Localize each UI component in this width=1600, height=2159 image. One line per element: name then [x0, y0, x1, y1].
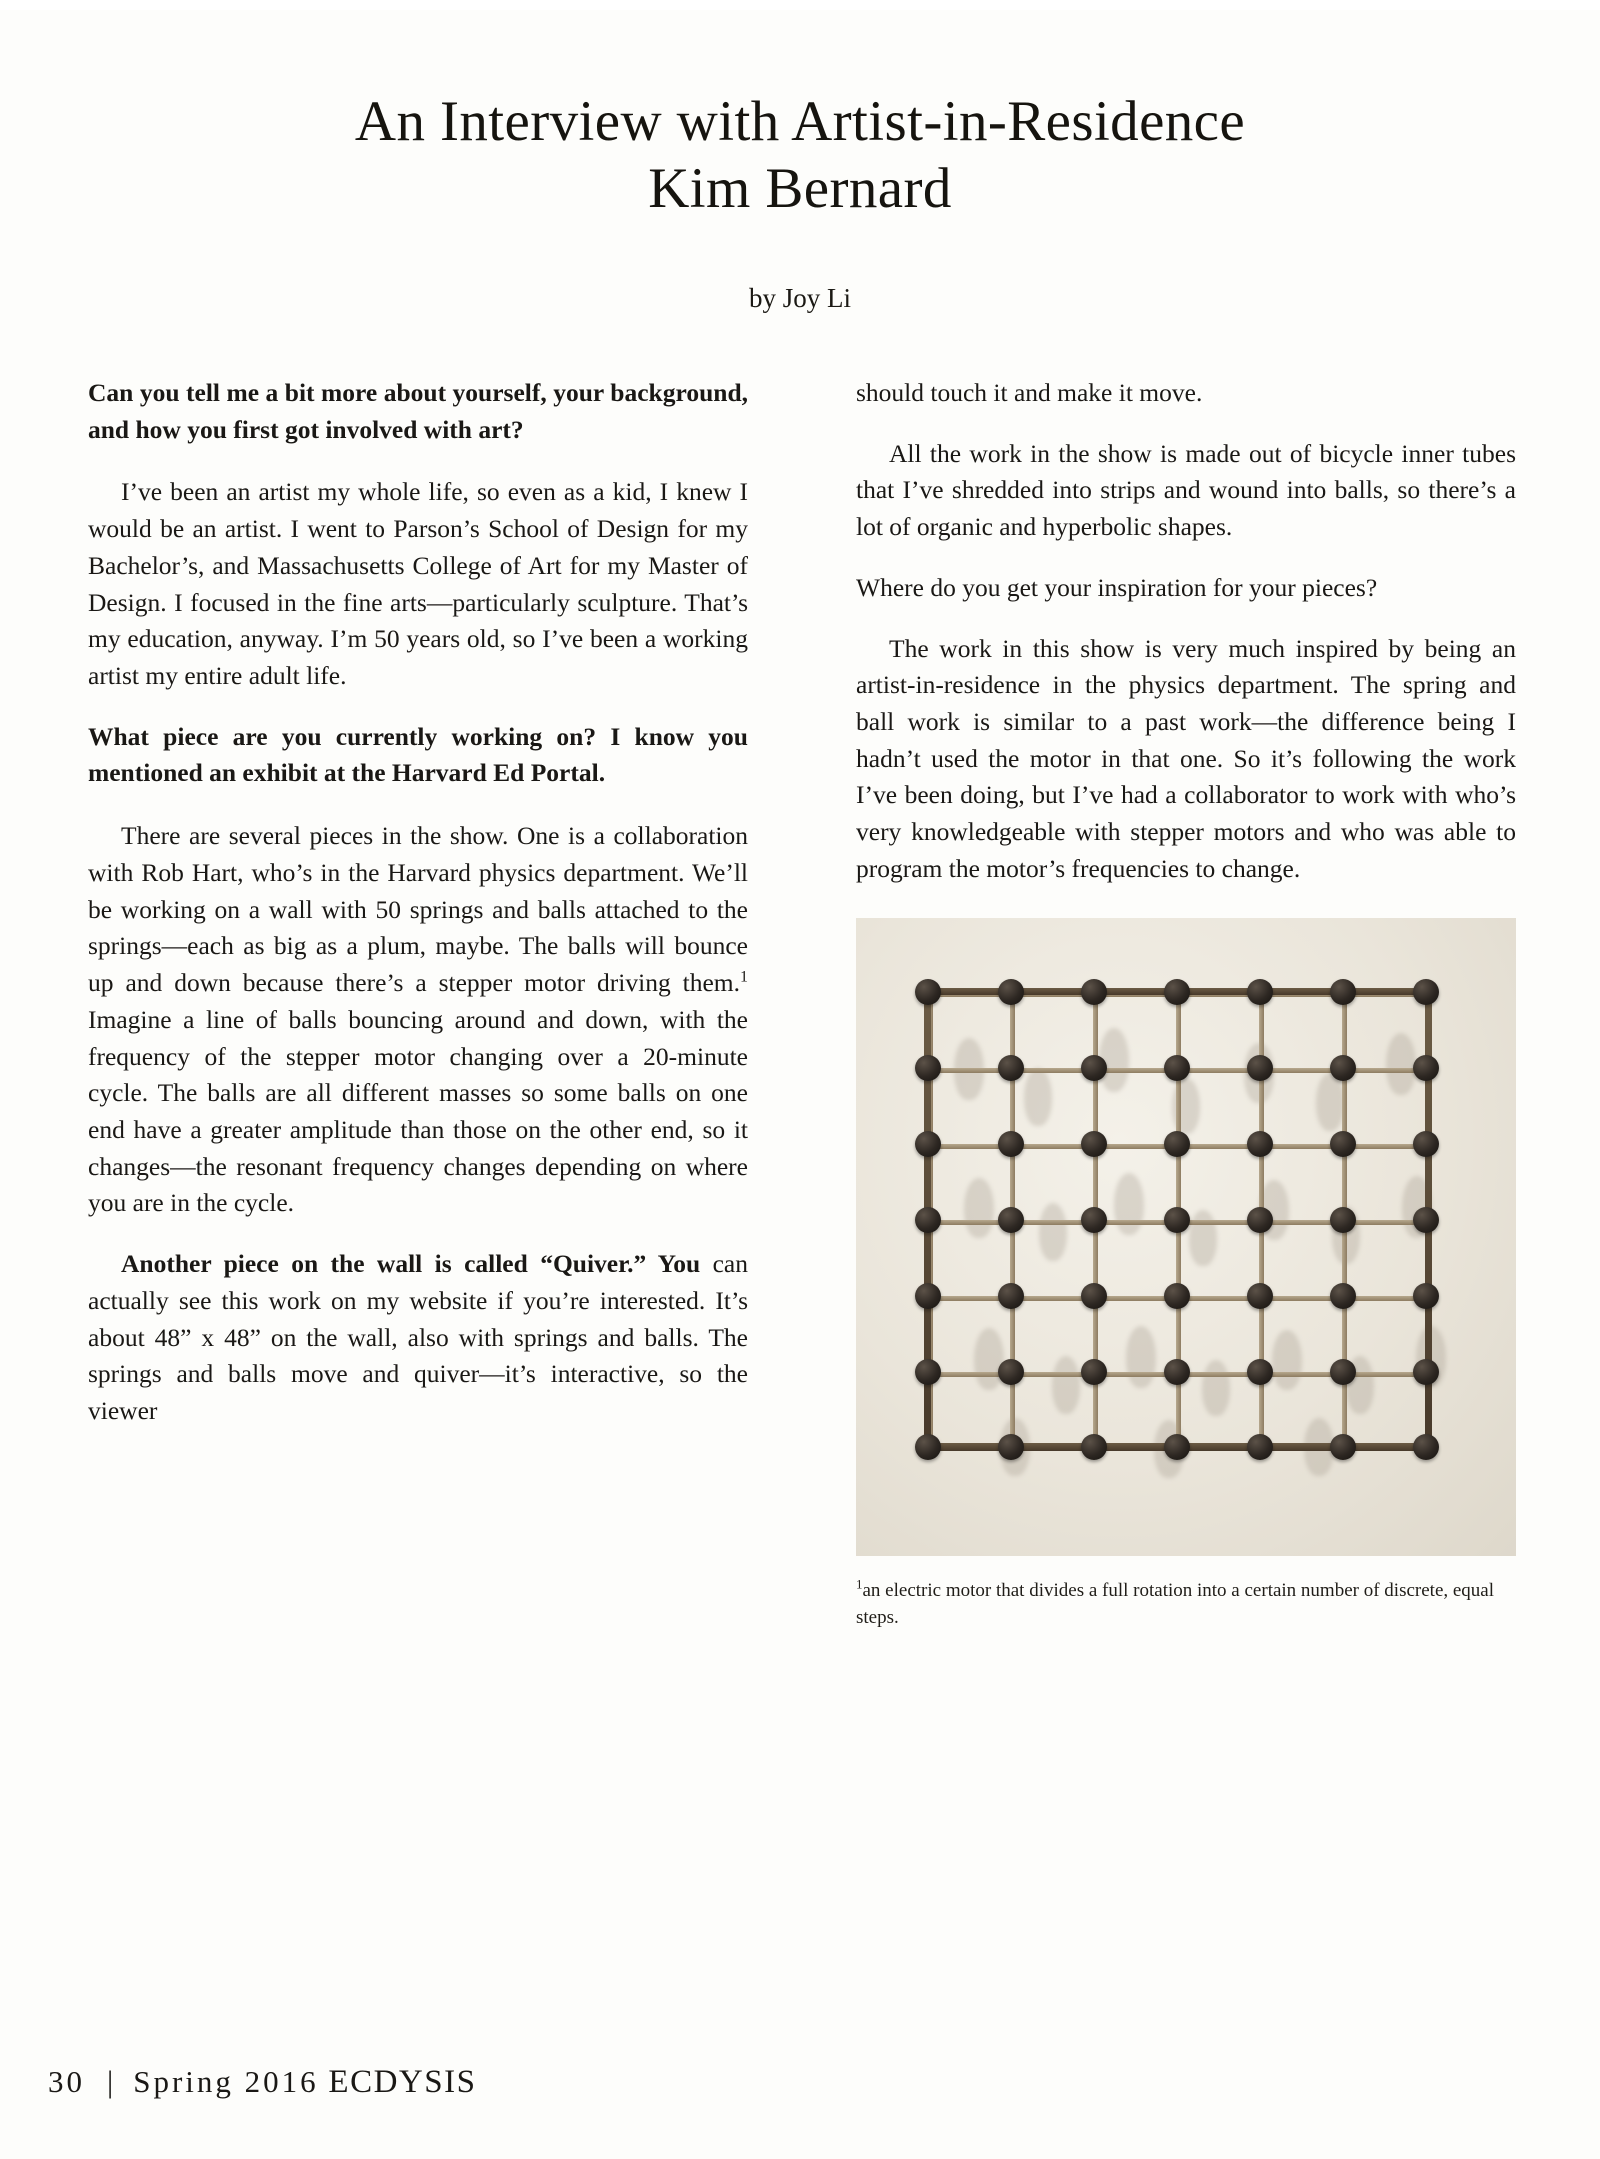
footnote-reference: 1 [740, 968, 748, 986]
answer-2-part-1: There are several pieces in the show. One is a collaboration with Rob Hart, who’s in the Harvard physics department. We’ll be working on a wall with 50 springs and balls attached to the springs—each as big as a plum, maybe. The balls will bounce up and down because there’s a stepper motor driving them. [88, 821, 748, 998]
answer-4: All the work in the show is made out of bicycle inner tubes that I’ve shredded into strips and wound into balls, so there’s a lot of organic and hyperbolic shapes. [856, 438, 1516, 542]
question-1: Can you tell me a bit more about yourself, your background, and how you first got involved with art? [88, 378, 748, 444]
issue-label: Spring 2016 [133, 2064, 319, 2099]
question-2: What piece are you currently working on? I know you mentioned an exhibit at the Harvard Ed Portal. [88, 721, 748, 788]
answer-2-part-2: Imagine a line of balls bouncing around and down, with the frequency of the stepper motor changing over a 20-minute cycle. The balls are all different masses so some balls on one end have a greater amplitude than those on the other end, so it changes—the resonant frequency changes depending on where you are in the cycle. [88, 1004, 748, 1218]
byline: by Joy Li [748, 283, 851, 313]
sculpture-grid [904, 948, 1469, 1508]
title-line-1: An Interview with Artist-in-Residence [354, 90, 1246, 153]
answer-3-rest: can actually see this work on my website if you’re interested. It’s about 48” x 48” on the wall, also with springs and balls. The springs and balls move and quiver—it’s interactive, so the viewer [88, 1249, 748, 1425]
footer-separator: | [107, 2064, 116, 2099]
artwork-photo [856, 918, 1516, 1556]
title-line-2: Kim Bernard [648, 157, 952, 221]
footnote-text: an electric motor that divides a full rotation into a certain number of discrete, equal steps. [856, 1579, 1495, 1628]
answer-3-continued: should touch it and make it move. [856, 378, 1203, 407]
magazine-name: ECDYSIS [328, 2064, 477, 2100]
question-3: Where do you get your inspiration for your pieces? [856, 572, 1378, 602]
page-top-edge [0, 0, 1600, 10]
answer-1: I’ve been an artist my whole life, so even as a kid, I knew I would be an artist. I went to Parson’s School of Design for my Bachelor’s, and Massachusetts College of Art for my Master of Design. I focused in the fine arts—particularly sculpture. That’s my education, anyway. I’m 50 years old, so I’ve been a working artist my entire adult life. [88, 477, 748, 691]
article-body [88, 375, 1516, 1995]
answer-5: The work in this show is very much inspired by being an artist-in-residence in the physics department. The spring and ball work is similar to a past work—the difference being I hadn’t used the motor in that one. So it’s following the work I’ve been doing, but I’ve had a collaborator to work with who’s very knowledgeable with stepper motors and who was able to program the motor’s frequencies to change. [856, 633, 1516, 883]
right-column [856, 375, 1516, 1632]
article-title [140, 88, 1460, 223]
answer-3 [88, 1246, 748, 1430]
page-footer [48, 2064, 1548, 2101]
left-column [88, 375, 748, 1454]
footnote [856, 1578, 1516, 1632]
footnote-marker: 1 [856, 1576, 863, 1592]
answer-2 [88, 818, 748, 1222]
answer-3-lead-bold: Another piece on the wall is called “Quiver.” You [121, 1249, 701, 1279]
page-number: 30 [48, 2064, 85, 2099]
